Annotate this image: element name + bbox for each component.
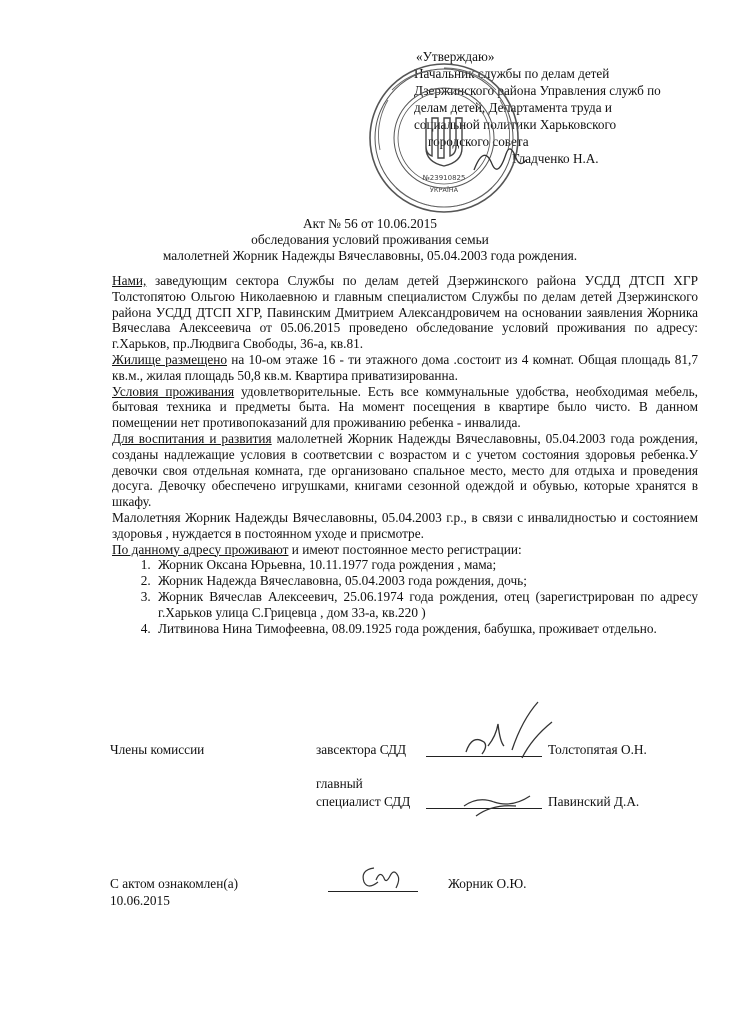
approval-line: Начальник службы по делам детей — [414, 66, 610, 81]
acknowledged-date: 10.06.2015 — [110, 893, 170, 908]
stamp-number: №23910825 — [422, 174, 466, 182]
approval-heading: «Утверждаю» — [416, 49, 495, 64]
signature-zhornik — [352, 860, 408, 894]
list-item: 1. Жорник Оксана Юрьевна, 10.11.1977 года рождения , мама; — [154, 557, 698, 573]
paragraph-conditions — [112, 384, 698, 431]
official-stamp — [366, 60, 522, 216]
trident-icon — [426, 118, 462, 166]
approval-signature — [470, 140, 530, 180]
signatory-role: завсектора СДД — [316, 742, 407, 757]
paragraph-text: малолетней Жорник Надежды Вячеславовны, 05.04.2003 года рождения, созданы надлежащие условия в соответсвии с возрастом и с учетом состояния здоровья ребенка.У девочки своя отдельная комната, где организовано спальное место, место для отдыха и проведения досуга. Девочку обеспечено игрушками, книгами сезонной одеждой и обувью, которые хранятся в шкафу. — [112, 430, 699, 510]
paragraph-lead: Жилище размещено — [112, 351, 227, 367]
approval-line: городского совета — [428, 134, 529, 149]
list-item: 3. Жорник Вячеслав Алексеевич, 25.06.1974 года рождения, отец (зарегистрирован по адресу г.Харьков улица С.Грицевца , дом 33-а, кв.220 ) — [154, 589, 698, 621]
act-subtitle: обследования условий проживания семьи — [251, 232, 489, 247]
act-subject: малолетней Жорник Надежды Вячеславовны, 05.04.2003 года рождения. — [162, 248, 578, 263]
paragraph-dwelling — [112, 352, 698, 384]
paragraph-text: заведующим сектора Службы по делам детей Дзержинского района УСДД ДТСП ХГР Толстопятою Ольгою Николаевною и главным специалистом Службы по делам детей Дзержинского района УСДД ДТСП ХГР, Павинским Дмитрием Александровичем на основании заявления Жорника Вячеслава Алексеевича от 05.06.2015 проведено обследование условий проживания по адресу: г.Харьков, пр.Людвига Свободы, 36-а, кв.81. — [112, 273, 698, 352]
acknowledged-label: С актом ознакомлен(а) — [110, 876, 239, 891]
signature-tolstopyataya — [448, 700, 558, 770]
paragraph-health: Малолетняя Жорник Надежды Вячеславовны, 05.04.2003 г.р., в связи с инвалидностью и состоянием здоровья , нуждается в постоянном уходе и присмотре. — [112, 509, 698, 541]
signatory-name: Толстопятая О.Н. — [548, 742, 647, 757]
commission-label: Члены комиссии — [110, 742, 205, 757]
list-item: 2. Жорник Надежда Вячеславовна, 05.04.2003 года рождения, дочь; — [154, 573, 698, 589]
approval-line: делам детей, Департамента труда и — [414, 100, 612, 115]
signatory-role: главный — [316, 776, 363, 791]
paragraph-lead: По данному адресу проживают — [112, 541, 289, 557]
paragraph-residents — [112, 542, 698, 558]
paragraph-lead: Для воспитания и развития — [112, 430, 272, 446]
act-body — [112, 273, 698, 636]
approval-signatory: Гладченко Н.А. — [512, 151, 599, 166]
paragraph-lead: Условия проживания — [112, 383, 235, 399]
acknowledged-name: Жорник О.Ю. — [448, 876, 527, 891]
list-item: 4. Литвинова Нина Тимофеевна, 08.09.1925 года рождения, бабушка, проживает отдельно. — [154, 621, 698, 637]
paragraph-text: и имеют постоянное место регистрации: — [288, 541, 522, 557]
approval-line: социальной политики Харьковского — [414, 117, 617, 132]
signature-pavinsky — [456, 776, 546, 822]
paragraph-lead: Нами, — [112, 273, 147, 288]
paragraph-inspectors — [112, 273, 698, 352]
paragraph-upbringing — [112, 431, 698, 510]
paragraph-text: удовлетворительные. Есть все коммунальные удобства, необходимая мебель, бытовая техника и предметы быта. На момент посещения в квартире было чисто. В данном помещении нет противопоказаний для проживанию ребенка - инвалида. — [112, 383, 698, 431]
paragraph-text: на 10-ом этаже 16 - ти этажного дома .состоит из 4 комнат. Общая площадь 81,7 кв.м., жилая площадь 50,8 кв.м. Квартира приватизированна. — [112, 351, 698, 383]
signatory-role: специалист СДД — [316, 794, 411, 809]
stamp-country: УКРАЇНА — [429, 186, 459, 194]
residents-list — [112, 557, 698, 636]
signatory-name: Павинский Д.А. — [548, 794, 640, 809]
approval-line: Дзержинского района Управления служб по — [414, 83, 661, 98]
act-title: Акт № 56 от 10.06.2015 — [302, 216, 438, 231]
